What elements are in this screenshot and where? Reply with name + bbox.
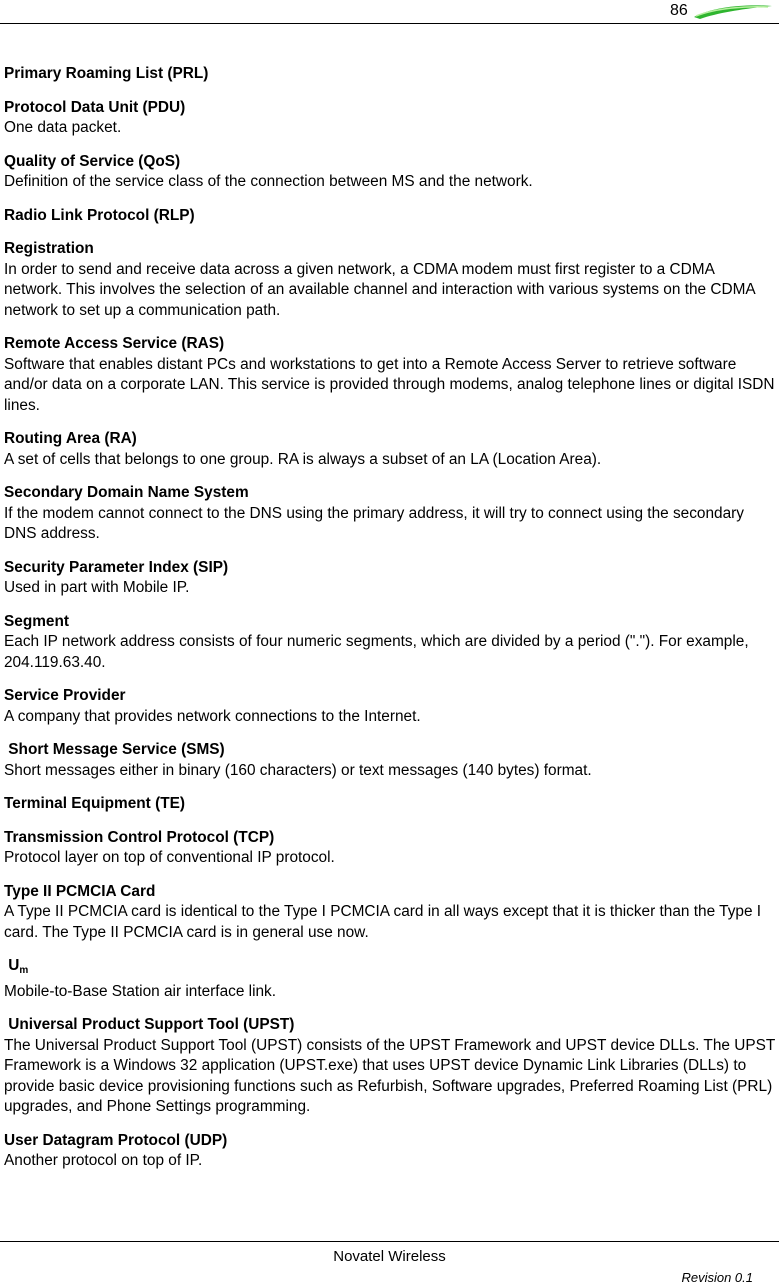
entry-term: Security Parameter Index (SIP) [4, 558, 229, 576]
entry-definition: A set of cells that belongs to one group. RA is always a subset of an LA (Location Area). [4, 450, 602, 468]
glossary-entry [4, 794, 776, 815]
entry-definition: A company that provides network connections to the Internet. [4, 707, 421, 725]
entry-definition: Software that enables distant PCs and workstations to get into a Remote Access Server to retrieve software and/or data on a corporate LAN. This service is provided through modems, analog telephone lines or digital ISDN lines. [4, 355, 775, 414]
entry-term: Radio Link Protocol (RLP) [4, 206, 195, 224]
glossary-entry [4, 483, 776, 545]
entry-term: Terminal Equipment (TE) [4, 795, 185, 812]
entry-term: Remote Access Service (RAS) [4, 335, 225, 352]
glossary-entry [4, 686, 776, 727]
entry-term: Universal Product Support Tool (UPST) [4, 1016, 295, 1033]
entry-term: User Datagram Protocol (UDP) [4, 1131, 228, 1149]
glossary-entry [4, 152, 776, 193]
entry-definition: In order to send and receive data across a given network, a CDMA modem must first register to a CDMA network. This involves the selection of an available channel and interaction with various systems on the CDMA network to set up a communication path. [4, 260, 755, 319]
glossary-entry [4, 429, 776, 470]
entry-term: Routing Area (RA) [4, 430, 137, 447]
entry-definition: One data packet. [4, 119, 122, 136]
entry-term-um-main: U [4, 957, 20, 974]
entry-term: Service Provider [4, 687, 126, 704]
glossary-entry [4, 558, 776, 599]
entry-term: Secondary Domain Name System [4, 484, 249, 501]
entry-term-um-subscript: m [19, 965, 29, 976]
entry-term: Primary Roaming List (PRL) [4, 65, 209, 82]
entry-term: Protocol Data Unit (PDU) [4, 98, 186, 116]
footer-revision: Revision 0.1 [681, 1270, 753, 1285]
glossary-entry [4, 64, 776, 85]
entry-term: Registration [4, 240, 94, 257]
entry-term: Transmission Control Protocol (TCP) [4, 828, 275, 846]
entry-definition: Mobile-to-Base Station air interface link. [4, 982, 277, 1000]
header-rule [0, 23, 779, 24]
entry-definition: Protocol layer on top of conventional IP protocol. [4, 849, 335, 866]
glossary-entry [4, 334, 776, 416]
glossary-entry [4, 882, 776, 944]
entry-term: Short Message Service (SMS) [4, 741, 225, 758]
entry-definition: Used in part with Mobile IP. [4, 579, 190, 596]
glossary-entry [4, 239, 776, 321]
glossary-entry [4, 206, 776, 227]
glossary-entry [4, 1131, 776, 1172]
entry-term: Quality of Service (QoS) [4, 152, 181, 170]
entry-definition: A Type II PCMCIA card is identical to the Type I PCMCIA card in all ways except that it is thicker than the Type I card. The Type II PCMCIA card is in general use now. [4, 903, 762, 941]
glossary-entry [4, 612, 776, 674]
entry-definition: Definition of the service class of the connection between MS and the network. [4, 173, 533, 190]
entry-term: Type II PCMCIA Card [4, 882, 156, 900]
entry-definition: Each IP network address consists of four numeric segments, which are divided by a period ("."). For example, 204.119.63.40. [4, 633, 749, 671]
glossary-entry [4, 956, 776, 1002]
footer-rule [0, 1241, 779, 1242]
entry-definition: Another protocol on top of IP. [4, 1152, 203, 1169]
entry-term-um [4, 956, 776, 982]
entry-definition: If the modem cannot connect to the DNS using the primary address, it will try to connect using the secondary DNS address. [4, 504, 744, 542]
glossary-entry [4, 740, 776, 781]
novatel-swoosh-logo-icon [690, 2, 774, 22]
footer-company: Novatel Wireless [333, 1248, 446, 1265]
glossary-content [4, 64, 776, 1185]
entry-term: Segment [4, 612, 69, 630]
entry-definition: The Universal Product Support Tool (UPST) consists of the UPST Framework and UPST device DLLs. The UPST Framework is a Windows 32 application (UPST.exe) that uses UPST device Dynamic Link Libraries (DLLs) to provide basic device provisioning functions such as Refurbish, Software upgrades, Preferred Roaming List (PRL) upgrades, and Phone Settings programming. [4, 1036, 775, 1115]
glossary-entry [4, 1015, 776, 1118]
glossary-entry [4, 98, 776, 139]
page-number: 86 [670, 2, 688, 19]
entry-definition: Short messages either in binary (160 characters) or text messages (140 bytes) format. [4, 761, 592, 779]
glossary-entry [4, 828, 776, 869]
